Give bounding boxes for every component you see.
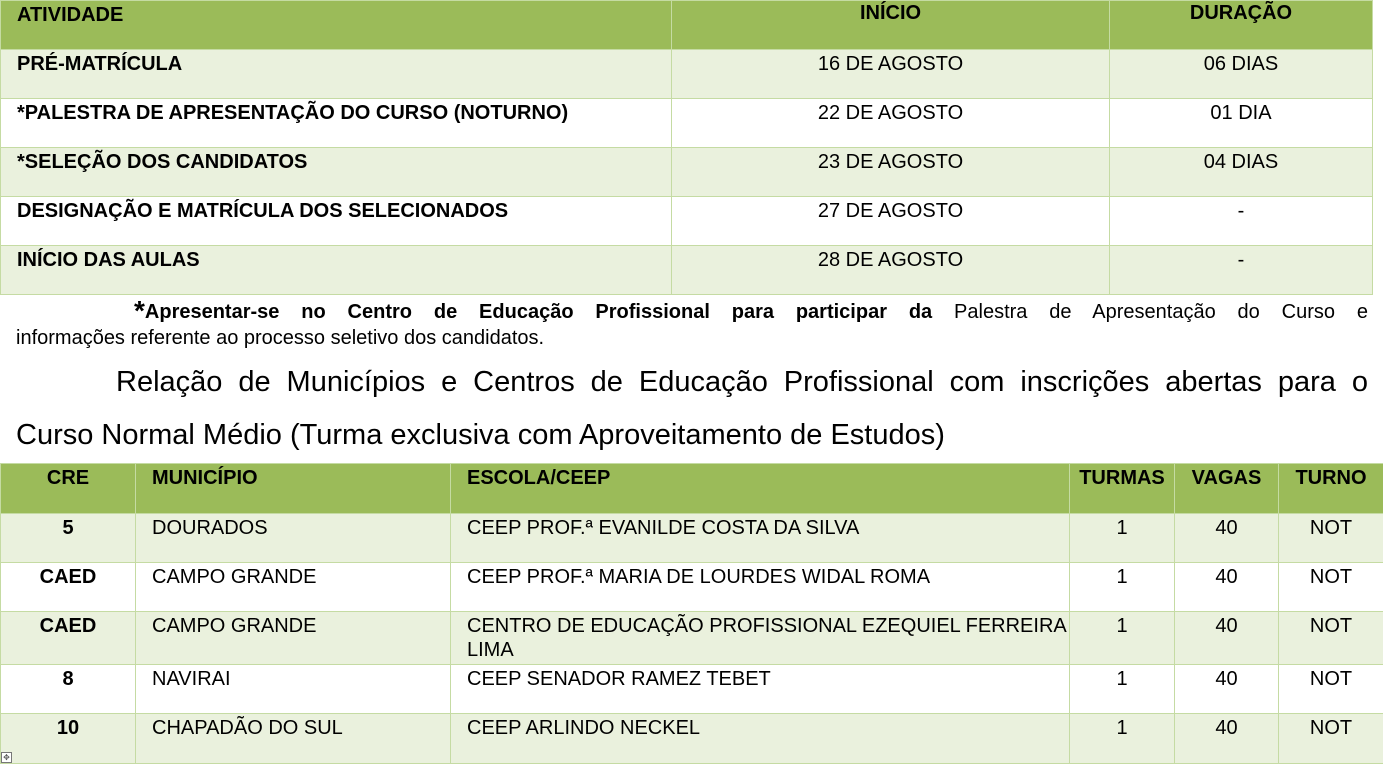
header-inicio: INÍCIO xyxy=(672,1,1110,50)
note-paragraph xyxy=(16,295,1368,351)
schedule-table xyxy=(0,0,1373,295)
move-handle-icon[interactable]: ✥ xyxy=(1,752,12,763)
cell-turno: NOT xyxy=(1279,563,1383,612)
cell-cre: CAED xyxy=(1,563,136,612)
table-row xyxy=(1,665,1383,714)
header-turmas: TURMAS xyxy=(1070,464,1175,514)
cell-duracao: 01 DIA xyxy=(1110,99,1373,148)
cell-cre: 8 xyxy=(1,665,136,714)
cell-turmas: 1 xyxy=(1070,563,1175,612)
cell-escola: CEEP ARLINDO NECKEL xyxy=(451,714,1070,764)
cell-cre: 10 xyxy=(1,714,136,764)
relacao-heading xyxy=(16,356,1368,462)
table-row xyxy=(1,246,1373,295)
cell-cre: 5 xyxy=(1,514,136,563)
cell-municipio: CAMPO GRANDE xyxy=(136,563,451,612)
note-rest-text: Palestra de Apresentação do Curso e xyxy=(954,301,1368,323)
cell-escola: CEEP SENADOR RAMEZ TEBET xyxy=(451,665,1070,714)
table-row xyxy=(1,612,1383,665)
note-line-1 xyxy=(16,295,1368,326)
cell-vagas: 40 xyxy=(1175,563,1279,612)
cell-escola: CEEP PROF.ª EVANILDE COSTA DA SILVA xyxy=(451,514,1070,563)
cell-cre: CAED xyxy=(1,612,136,665)
cell-atividade: *PALESTRA DE APRESENTAÇÃO DO CURSO (NOTURNO) xyxy=(1,99,672,148)
cell-atividade: DESIGNAÇÃO E MATRÍCULA DOS SELECIONADOS xyxy=(1,197,672,246)
relacao-line-1: Relação de Municípios e Centros de Educação Profissional com inscrições abertas para o xyxy=(116,366,1368,398)
cell-duracao: 06 DIAS xyxy=(1110,50,1373,99)
header-cre: CRE xyxy=(1,464,136,514)
header-atividade: ATIVIDADE xyxy=(1,1,672,50)
header-turno: TURNO xyxy=(1279,464,1383,514)
cell-municipio: DOURADOS xyxy=(136,514,451,563)
cell-turno: NOT xyxy=(1279,665,1383,714)
note-bold-text: Apresentar-se no Centro de Educação Profissional para participar da xyxy=(144,301,933,323)
cell-turmas: 1 xyxy=(1070,665,1175,714)
table-row xyxy=(1,514,1383,563)
note-asterisk: * xyxy=(134,295,145,326)
table-row xyxy=(1,148,1373,197)
cell-atividade: INÍCIO DAS AULAS xyxy=(1,246,672,295)
cell-turmas: 1 xyxy=(1070,514,1175,563)
cell-duracao: - xyxy=(1110,197,1373,246)
cell-inicio: 23 DE AGOSTO xyxy=(672,148,1110,197)
cell-municipio: NAVIRAI xyxy=(136,665,451,714)
cell-duracao: - xyxy=(1110,246,1373,295)
cell-turmas: 1 xyxy=(1070,612,1175,665)
table-row xyxy=(1,99,1373,148)
cell-municipio: CAMPO GRANDE xyxy=(136,612,451,665)
schools-header-row xyxy=(1,464,1383,514)
schedule-header-row xyxy=(1,1,1373,50)
cell-vagas: 40 xyxy=(1175,714,1279,764)
cell-inicio: 28 DE AGOSTO xyxy=(672,246,1110,295)
schools-table xyxy=(0,463,1383,764)
cell-vagas: 40 xyxy=(1175,665,1279,714)
table-row xyxy=(1,714,1383,764)
cell-turno: NOT xyxy=(1279,612,1383,665)
cell-escola: CENTRO DE EDUCAÇÃO PROFISSIONAL EZEQUIEL FERREIRA LIMA xyxy=(451,612,1070,665)
cell-inicio: 27 DE AGOSTO xyxy=(672,197,1110,246)
cell-turno: NOT xyxy=(1279,714,1383,764)
cell-municipio: CHAPADÃO DO SUL xyxy=(136,714,451,764)
relacao-line-2: Curso Normal Médio (Turma exclusiva com Aproveitamento de Estudos) xyxy=(16,419,945,451)
header-municipio: MUNICÍPIO xyxy=(136,464,451,514)
cell-atividade: *SELEÇÃO DOS CANDIDATOS xyxy=(1,148,672,197)
cell-vagas: 40 xyxy=(1175,612,1279,665)
cell-vagas: 40 xyxy=(1175,514,1279,563)
header-duracao: DURAÇÃO xyxy=(1110,1,1373,50)
cell-turno: NOT xyxy=(1279,514,1383,563)
note-line-2: informações referente ao processo seletivo dos candidatos. xyxy=(16,327,545,349)
cell-atividade: PRÉ-MATRÍCULA xyxy=(1,50,672,99)
header-escola: ESCOLA/CEEP xyxy=(451,464,1070,514)
cell-escola: CEEP PROF.ª MARIA DE LOURDES WIDAL ROMA xyxy=(451,563,1070,612)
table-row xyxy=(1,563,1383,612)
table-row xyxy=(1,197,1373,246)
header-vagas: VAGAS xyxy=(1175,464,1279,514)
cell-turmas: 1 xyxy=(1070,714,1175,764)
cell-inicio: 16 DE AGOSTO xyxy=(672,50,1110,99)
table-row xyxy=(1,50,1373,99)
cell-inicio: 22 DE AGOSTO xyxy=(672,99,1110,148)
cell-duracao: 04 DIAS xyxy=(1110,148,1373,197)
